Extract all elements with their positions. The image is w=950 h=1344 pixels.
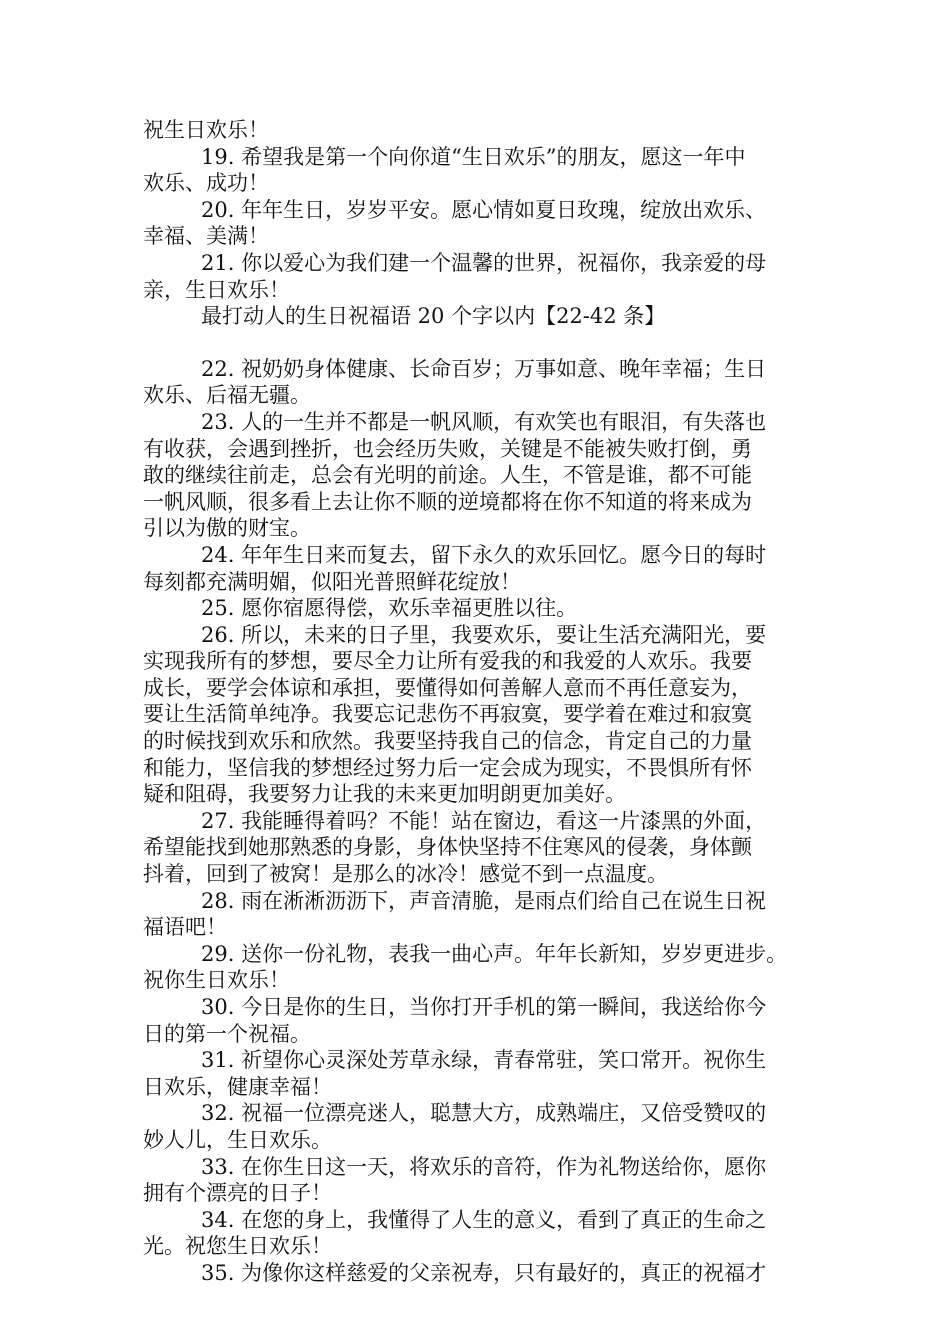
text-line: 29. 送你一份礼物，表我一曲心声。年年长新知，岁岁更进步。	[201, 941, 788, 966]
text-line: 拥有个漂亮的日子！	[143, 1181, 332, 1206]
text-line: 22. 祝奶奶身体健康、长命百岁；万事如意、晚年幸福；生日	[201, 356, 767, 381]
text-line: 福语吧！	[143, 915, 227, 940]
text-line: 希望能找到她那熟悉的身影，身体快坚持不住寒风的侵袭，身体颤	[143, 835, 752, 860]
text-line: 敢的继续往前走，总会有光明的前途。人生，不管是谁，都不可能	[143, 463, 752, 488]
text-line: 实现我所有的梦想，要尽全力让所有爱我的和我爱的人欢乐。我要	[143, 649, 752, 674]
text-line: 27. 我能睡得着吗？不能！站在窗边，看这一片漆黑的外面，	[201, 808, 767, 833]
text-line: 26. 所以，未来的日子里，我要欢乐，要让生活充满阳光，要	[201, 622, 767, 647]
text-line: 光。祝您生日欢乐！	[143, 1234, 332, 1259]
text-line: 19. 希望我是第一个向你道“生日欢乐”的朋友，愿这一年中	[201, 144, 746, 169]
text-line: 21. 你以爱心为我们建一个温馨的世界，祝福你，我亲爱的母	[201, 250, 767, 275]
text-line: 35. 为像你这样慈爱的父亲祝寿，只有最好的，真正的祝福才	[201, 1260, 767, 1285]
text-line: 日欢乐，健康幸福！	[143, 1074, 332, 1099]
text-line: 的时候找到欢乐和欣然。我要坚持我自己的信念，肯定自己的力量	[143, 729, 752, 754]
text-line: 每刻都充满明媚，似阳光普照鲜花绽放！	[143, 569, 521, 594]
text-line: 幸福、美满！	[143, 224, 269, 249]
text-line: 28. 雨在淅淅沥沥下，声音清脆，是雨点们给自己在说生日祝	[201, 888, 767, 913]
text-line: 32. 祝福一位漂亮迷人，聪慧大方，成熟端庄，又倍受赞叹的	[201, 1101, 767, 1126]
text-line	[143, 330, 850, 356]
text-line: 31. 祈望你心灵深处芳草永绿，青春常驻，笑口常开。祝你生	[201, 1048, 767, 1073]
text-line: 34. 在您的身上，我懂得了人生的意义，看到了真正的生命之	[201, 1207, 767, 1232]
text-line: 妙人儿，生日欢乐。	[143, 1127, 332, 1152]
text-line: 一帆风顺，很多看上去让你不顺的逆境都将在你不知道的将来成为	[143, 489, 752, 514]
text-line: 引以为傲的财宝。	[143, 516, 311, 541]
text-line: 欢乐、后福无疆。	[143, 383, 311, 408]
text-line: 25. 愿你宿愿得偿，欢乐幸福更胜以往。	[201, 596, 578, 621]
text-line: 亲，生日欢乐！	[143, 277, 290, 302]
text-line: 33. 在你生日这一天，将欢乐的音符，作为礼物送给你，愿你	[201, 1154, 767, 1179]
text-line: 成长，要学会体谅和承担，要懂得如何善解人意而不再任意妄为，	[143, 675, 752, 700]
text-line: 祝你生日欢乐！	[143, 968, 290, 993]
text-line: 疑和阻碍，我要努力让我的未来更加明朗更加美好。	[143, 782, 626, 807]
text-line: 23. 人的一生并不都是一帆风顺，有欢笑也有眼泪，有失落也	[201, 409, 767, 434]
text-line: 20. 年年生日，岁岁平安。愿心情如夏日玫瑰，绽放出欢乐、	[201, 197, 767, 222]
text-line: 24. 年年生日来而复去，留下永久的欢乐回忆。愿今日的每时	[201, 542, 767, 567]
text-line: 欢乐、成功！	[143, 171, 269, 196]
text-line: 30. 今日是你的生日，当你打开手机的第一瞬间，我送给你今	[201, 995, 767, 1019]
text-line: 有收获，会遇到挫折，也会经历失败，关键是不能被失败打倒，勇	[143, 436, 752, 461]
text-line: 要让生活简单纯净。我要忘记悲伤不再寂寞，要学着在难过和寂寞	[143, 702, 752, 727]
text-line: 和能力，坚信我的梦想经过努力后一定会成为现实，不畏惧所有怀	[143, 755, 752, 780]
text-line: 祝生日欢乐！	[143, 118, 269, 142]
text-line: 抖着，回到了被窝！是那么的冰冷！感觉不到一点温度。	[143, 862, 668, 887]
text-line: 日的第一个祝福。	[143, 1021, 311, 1046]
text-line: 最打动人的生日祝福语 20 个字以内【22-42 条】	[201, 304, 666, 329]
